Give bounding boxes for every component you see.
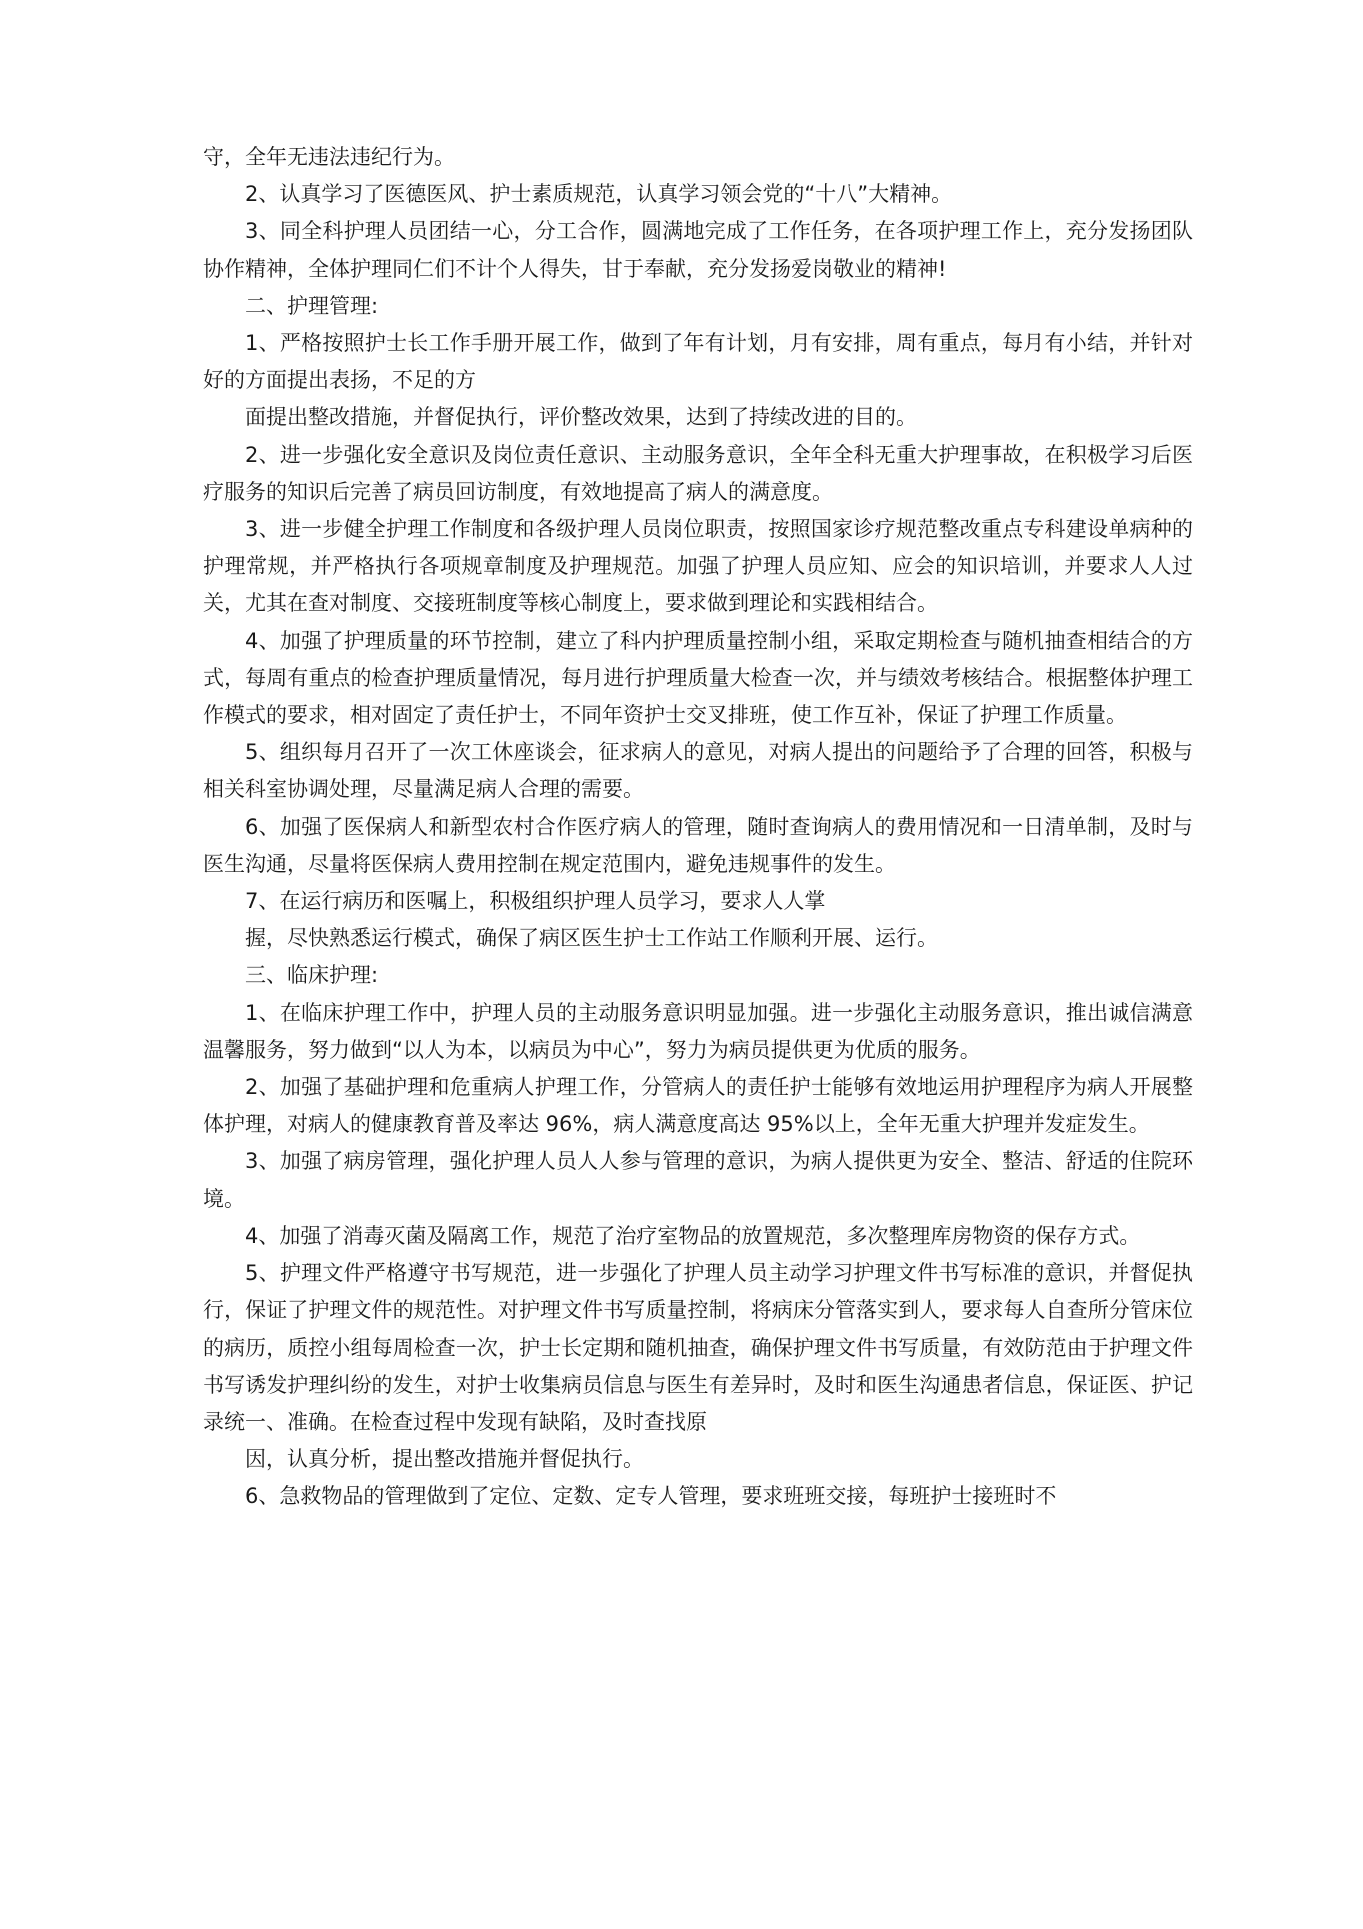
paragraph: 守，全年无违法违纪行为。 xyxy=(203,145,455,169)
paragraph: 二、护理管理: xyxy=(245,293,379,318)
document-body xyxy=(203,139,1193,1516)
paragraph: 4、加强了消毒灭菌及隔离工作，规范了治疗室物品的放置规范，多次整理库房物资的保存方式。 xyxy=(245,1223,1141,1248)
paragraph: 5、组织每月召开了一次工休座谈会，征求病人的意见，对病人提出的问题给予了合理的回答，积极与相关科室协调处理，尽量满足病人合理的需要。 xyxy=(203,740,1193,802)
paragraph: 3、加强了病房管理，强化护理人员人人参与管理的意识，为病人提供更为安全、整洁、舒适的住院环境。 xyxy=(203,1149,1193,1211)
paragraph: 6、急救物品的管理做到了定位、定数、定专人管理，要求班班交接，每班护士接班时不 xyxy=(245,1484,1057,1509)
paragraph: 2、加强了基础护理和危重病人护理工作，分管病人的责任护士能够有效地运用护理程序为病人开展整体护理，对病人的健康教育普及率达 96%，病人满意度高达 95%以上，全年无重大护理并发症发生。 xyxy=(203,1075,1193,1137)
paragraph: 三、临床护理: xyxy=(245,963,379,988)
paragraph: 6、加强了医保病人和新型农村合作医疗病人的管理，随时查询病人的费用情况和一日清单制，及时与医生沟通，尽量将医保病人费用控制在规定范围内，避免违规事件的发生。 xyxy=(203,814,1193,876)
paragraph: 3、进一步健全护理工作制度和各级护理人员岗位职责，按照国家诊疗规范整改重点专科建设单病种的护理常规，并严格执行各项规章制度及护理规范。加强了护理人员应知、应会的知识培训，并要求人人过关，尤其在查对制度、交接班制度等核心制度上，要求做到理论和实践相结合。 xyxy=(203,517,1193,616)
paragraph: 因，认真分析，提出整改措施并督促执行。 xyxy=(245,1447,644,1472)
paragraph: 握，尽快熟悉运行模式，确保了病区医生护士工作站工作顺利开展、运行。 xyxy=(245,926,938,951)
paragraph: 1、严格按照护士长工作手册开展工作，做到了年有计划，月有安排，周有重点，每月有小结，并针对好的方面提出表扬，不足的方 xyxy=(203,331,1193,393)
paragraph: 1、在临床护理工作中，护理人员的主动服务意识明显加强。进一步强化主动服务意识，推出诚信满意温馨服务，努力做到“以人为本，以病员为中心”，努力为病员提供更为优质的服务。 xyxy=(203,1000,1193,1062)
paragraph: 面提出整改措施，并督促执行，评价整改效果，达到了持续改进的目的。 xyxy=(245,405,917,430)
paragraph: 4、加强了护理质量的环节控制，建立了科内护理质量控制小组，采取定期检查与随机抽查相结合的方式，每周有重点的检查护理质量情况，每月进行护理质量大检查一次，并与绩效考核结合。根据整体护理工作模式的要求，相对固定了责任护士，不同年资护士交叉排班，使工作互补，保证了护理工作质量。 xyxy=(203,628,1193,728)
paragraph: 5、护理文件严格遵守书写规范，进一步强化了护理人员主动学习护理文件书写标准的意识，并督促执行，保证了护理文件的规范性。对护理文件书写质量控制，将病床分管落实到人，要求每人自查所分管床位的病历，质控小组每周检查一次，护士长定期和随机抽查，确保护理文件书写质量，有效防范由于护理文件书写诱发护理纠纷的发生，对护士收集病员信息与医生有差异时，及时和医生沟通患者信息，保证医、护记录统一、准确。在检查过程中发现有缺陷，及时查找原 xyxy=(203,1261,1193,1434)
paragraph: 2、认真学习了医德医风、护士素质规范，认真学习领会党的“十八”大精神。 xyxy=(245,182,953,207)
paragraph: 7、在运行病历和医嘱上，积极组织护理人员学习，要求人人掌 xyxy=(245,889,826,914)
paragraph: 3、同全科护理人员团结一心，分工合作，圆满地完成了工作任务，在各项护理工作上，充分发扬团队协作精神，全体护理同仁们不计个人得失，甘于奉献，充分发扬爱岗敬业的精神! xyxy=(203,219,1193,281)
paragraph: 2、进一步强化安全意识及岗位责任意识、主动服务意识，全年全科无重大护理事故，在积极学习后医疗服务的知识后完善了病员回访制度，有效地提高了病人的满意度。 xyxy=(203,442,1193,504)
